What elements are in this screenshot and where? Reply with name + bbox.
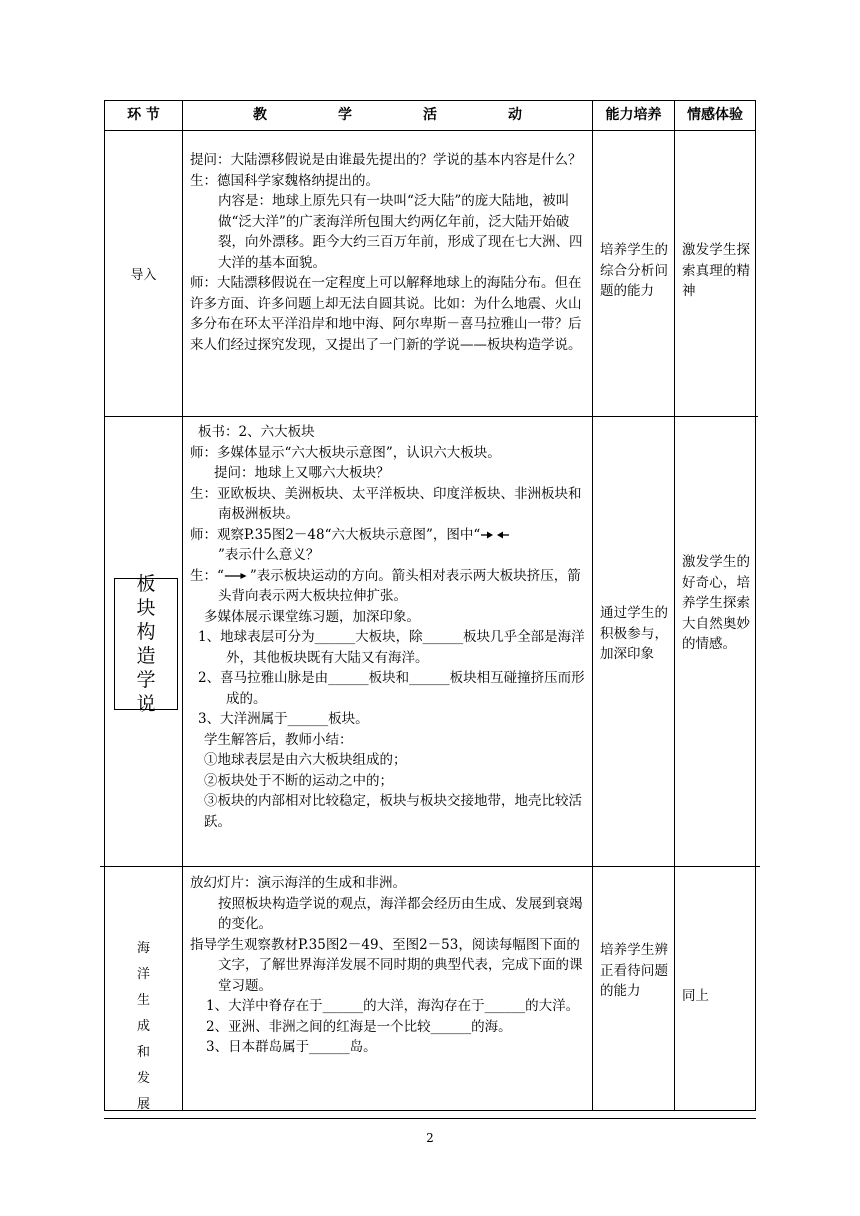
header-activity-char: 活 bbox=[423, 107, 437, 123]
row3-activity bbox=[190, 873, 586, 1058]
row2-para: 2、喜马拉雅山脉是由______板块和______板块相互碰撞挤压而形成的。 bbox=[198, 670, 585, 707]
row2-para-text: 生：“ bbox=[190, 567, 224, 584]
row2-section-char: 板 bbox=[136, 573, 156, 595]
header-bottom-border bbox=[104, 130, 756, 131]
row3-section-char: 生 bbox=[136, 993, 150, 1008]
table-right-border bbox=[755, 100, 756, 1111]
row3-section bbox=[105, 936, 182, 1118]
header-activity-char: 学 bbox=[338, 107, 352, 123]
row3-para: 2、亚洲、非洲之间的红海是一个比较______的海。 bbox=[206, 1018, 512, 1035]
page-number: 2 bbox=[426, 1131, 434, 1145]
row3-para: 1、大洋中脊存在于______的大洋，海沟存在于______的大洋。 bbox=[206, 998, 580, 1014]
row2-para: 学生解答后，教师小结： bbox=[204, 731, 353, 748]
row2-section-box bbox=[114, 573, 178, 715]
row2-para-arrow bbox=[190, 566, 586, 607]
col-divider-2 bbox=[592, 100, 593, 1111]
row2-para: 提问：地球上又哪六大板块？ bbox=[214, 465, 390, 481]
row1-para: 提问：大陆漂移假说是由谁最先提出的？学说的基本内容是什么？ bbox=[190, 152, 582, 168]
row2-emotion: 激发学生的好奇心，培养学生探索大自然奥妙的情感。 bbox=[682, 554, 750, 652]
row2-section-char: 说 bbox=[136, 693, 156, 715]
row1-ability: 培养学生的综合分析问题的能力 bbox=[600, 242, 668, 299]
row2-activity bbox=[190, 422, 586, 832]
row3-section-char: 洋 bbox=[136, 967, 150, 982]
row1-bottom-border bbox=[104, 416, 758, 417]
header-activity-char: 动 bbox=[508, 107, 522, 123]
row3-para: 按照板块构造学说的观点，海洋都会经历由生成、发展到衰竭的变化。 bbox=[218, 895, 583, 932]
header-activity-char: 教 bbox=[253, 107, 267, 123]
header-section: 环 节 bbox=[127, 107, 160, 123]
row1-section: 导入 bbox=[130, 268, 157, 283]
row2-para: 多媒体展示课堂练习题，加深印象。 bbox=[204, 608, 420, 625]
row3-section-char: 海 bbox=[136, 941, 150, 956]
row1-para: 师：大陆漂移假说在一定程度上可以解释地球上的海陆分布。但在许多方面、许多问题上却无法自圆其说。比如：为什么地震、火山多分布在环太平洋沿岸和地中海、阿尔卑斯－喜马拉雅山一带？后来人们经过探究发现，又提出了一门新的学说——板块构造学说。 bbox=[190, 275, 582, 353]
row2-section-char: 造 bbox=[136, 645, 156, 667]
row2-para: 师：多媒体显示“六大板块示意图”，认识六大板块。 bbox=[190, 444, 501, 461]
footer-rule bbox=[104, 1118, 756, 1119]
header-activity bbox=[183, 101, 592, 129]
converging-arrows-icon bbox=[480, 529, 510, 541]
row3-para: 3、日本群岛属于______岛。 bbox=[206, 1039, 377, 1055]
row3-section-char: 展 bbox=[136, 1097, 150, 1112]
row2-section-char: 构 bbox=[136, 621, 156, 643]
row2-para-figure bbox=[190, 525, 586, 566]
row2-para: ③板块的内部相对比较稳定，板块与板块交接地带，地壳比较活跃。 bbox=[204, 793, 582, 830]
row2-para: 3、大洋洲属于______板块。 bbox=[198, 711, 369, 727]
table-bottom-border bbox=[104, 1110, 756, 1111]
row2-bottom-border bbox=[100, 866, 760, 867]
row2-para: 生：亚欧板块、美洲板块、太平洋板块、印度洋板块、非洲板块和南极洲板块。 bbox=[190, 485, 582, 522]
col-divider-1 bbox=[182, 100, 183, 1111]
row3-section-char: 发 bbox=[136, 1071, 150, 1086]
row3-para: 指导学生观察教材P.35图2－49、至图2－53，阅读每幅图下面的文字，了解世界海洋发展不同时期的典型代表，完成下面的课堂习题。 bbox=[190, 936, 583, 994]
row3-ability: 培养学生辨正看待问题的能力 bbox=[600, 942, 668, 999]
row3-para: 放幻灯片：演示海洋的生成和非洲。 bbox=[190, 875, 406, 891]
row1-activity bbox=[190, 150, 586, 355]
arrow-right-icon bbox=[224, 570, 250, 582]
row2-para-text: 师：观察P.35图2－48“六大板块示意图”，图中“ bbox=[190, 526, 481, 543]
row2-para: 板书：2、六大板块 bbox=[198, 424, 315, 440]
row2-para: 1、地球表层可分为______大板块，除______板块几乎全部是海洋外，其他板块既有大陆又有海洋。 bbox=[198, 629, 585, 666]
row2-para: ①地球表层是由六大板块组成的； bbox=[204, 752, 407, 768]
row2-para-text: ”表示板块运动的方向。箭头相对表示两大板块挤压，箭头背向表示两大板块拉伸扩张。 bbox=[218, 567, 581, 604]
row2-para: ②板块处于不断的运动之中的； bbox=[204, 772, 393, 789]
row2-ability: 通过学生的积极参与，加深印象 bbox=[600, 605, 668, 662]
row2-section-char: 块 bbox=[136, 597, 156, 619]
header-ability: 能力培养 bbox=[605, 107, 662, 123]
header-emotion: 情感体验 bbox=[687, 107, 743, 123]
row3-section-char: 成 bbox=[136, 1019, 150, 1034]
row3-emotion: 同上 bbox=[682, 988, 709, 1004]
col-divider-3 bbox=[674, 100, 675, 1111]
row3-section-char: 和 bbox=[136, 1045, 150, 1060]
row2-para-text: ”表示什么意义？ bbox=[218, 547, 320, 563]
row2-section-char: 学 bbox=[136, 669, 156, 691]
row1-emotion: 激发学生探索真理的精神 bbox=[682, 242, 750, 299]
row1-para: 内容是：地球上原先只有一块叫“泛大陆”的庞大陆地，被叫做“泛大洋”的广袤海洋所包围大约两亿年前，泛大陆开始破裂，向外漂移。距今大约三百万年前，形成了现在七大洲、四大洋的基本面貌。 bbox=[218, 193, 583, 271]
row1-para: 生：德国科学家魏格纳提出的。 bbox=[190, 172, 379, 189]
